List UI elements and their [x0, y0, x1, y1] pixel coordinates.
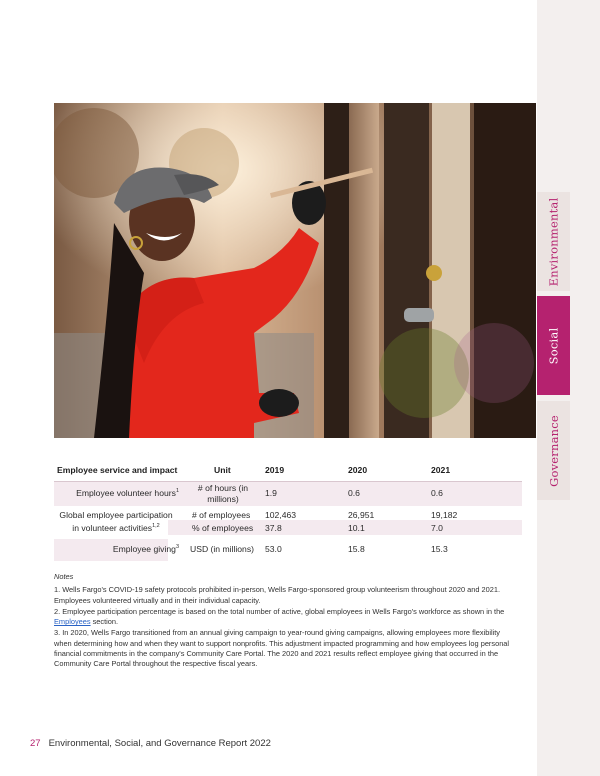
report-title: Environmental, Social, and Governance Report 2022 — [48, 738, 271, 749]
note-1: 1. Wells Fargo's COVID-19 safety protocols prohibited in-person, Wells Fargo-sponsored group volunteerism throughout 2020 and 2021. Employees volunteered virtually and in their individual capacity. — [54, 585, 501, 605]
col-header-2020: 2020 — [348, 465, 368, 475]
row3-2019: 37.8 — [265, 523, 282, 533]
row4-unit: USD (in millions) — [190, 544, 254, 554]
row1-2021: 0.6 — [431, 488, 443, 498]
row4-2021: 15.3 — [431, 544, 448, 554]
tab-environmental[interactable] — [537, 192, 570, 291]
col-header-metric: Employee service and impact — [57, 465, 178, 475]
row1-2019: 1.9 — [265, 488, 277, 498]
row2-label: Global employee participation in volunteer activities — [59, 510, 173, 533]
row2-2020: 26,951 — [348, 510, 375, 520]
employee-service-table — [54, 457, 522, 554]
row2-2021: 19,182 — [431, 510, 458, 520]
page-number: 27 — [30, 738, 41, 749]
row2-2019: 102,463 — [265, 510, 297, 520]
row3-unit: % of employees — [192, 523, 254, 533]
note-2 — [54, 607, 516, 628]
col-header-unit: Unit — [214, 465, 231, 475]
page-footer — [30, 738, 271, 749]
row1-2020: 0.6 — [348, 488, 360, 498]
row1-label: Employee volunteer hours — [76, 488, 176, 498]
note-3: 3. In 2020, Wells Fargo transitioned from an annual giving campaign to year-round giving campaigns, allowing employees more flexibility when determining how and when they want to support nonprofits. This adjustment impacted programming and how employees log personal financial commitments in the company's Community Care Portal. The 2020 and 2021 results reflect employee giving that occurred in the Community Care Portal throughout the respective fiscal years. — [54, 628, 510, 669]
volunteer-photo — [54, 103, 536, 438]
row3-2021: 7.0 — [431, 523, 443, 533]
table-row — [76, 488, 179, 498]
tab-social-label: Social — [546, 327, 561, 364]
notes-heading: Notes — [54, 572, 74, 581]
col-header-2019: 2019 — [265, 465, 285, 475]
tab-governance-label: Governance — [546, 414, 561, 487]
tab-environmental-label: Environmental — [546, 197, 561, 286]
row1-unit: # of hours (in millions) — [197, 483, 249, 504]
notes-section — [54, 572, 516, 671]
tab-social[interactable] — [537, 296, 570, 395]
col-header-2021: 2021 — [431, 465, 451, 475]
row2-sup: 1,2 — [152, 523, 160, 529]
row1-sup: 1 — [175, 488, 179, 495]
row4-2019: 53.0 — [265, 544, 282, 554]
employees-link[interactable]: Employees — [54, 617, 91, 627]
table-header-row — [54, 457, 522, 482]
note-2-text: 2. Employee participation percentage is based on the total number of active, global employees in Wells Fargo's workforce as shown in the — [54, 606, 505, 616]
table-row — [113, 544, 179, 554]
tab-governance[interactable] — [537, 401, 570, 500]
row4-sup: 3 — [175, 544, 179, 551]
row2-unit: # of employees — [192, 510, 251, 520]
row4-2020: 15.8 — [348, 544, 365, 554]
note-2-end: section. — [90, 617, 119, 627]
row2-label-cell — [56, 510, 176, 534]
row4-label: Employee giving — [112, 544, 176, 554]
row3-2020: 10.1 — [348, 523, 365, 533]
